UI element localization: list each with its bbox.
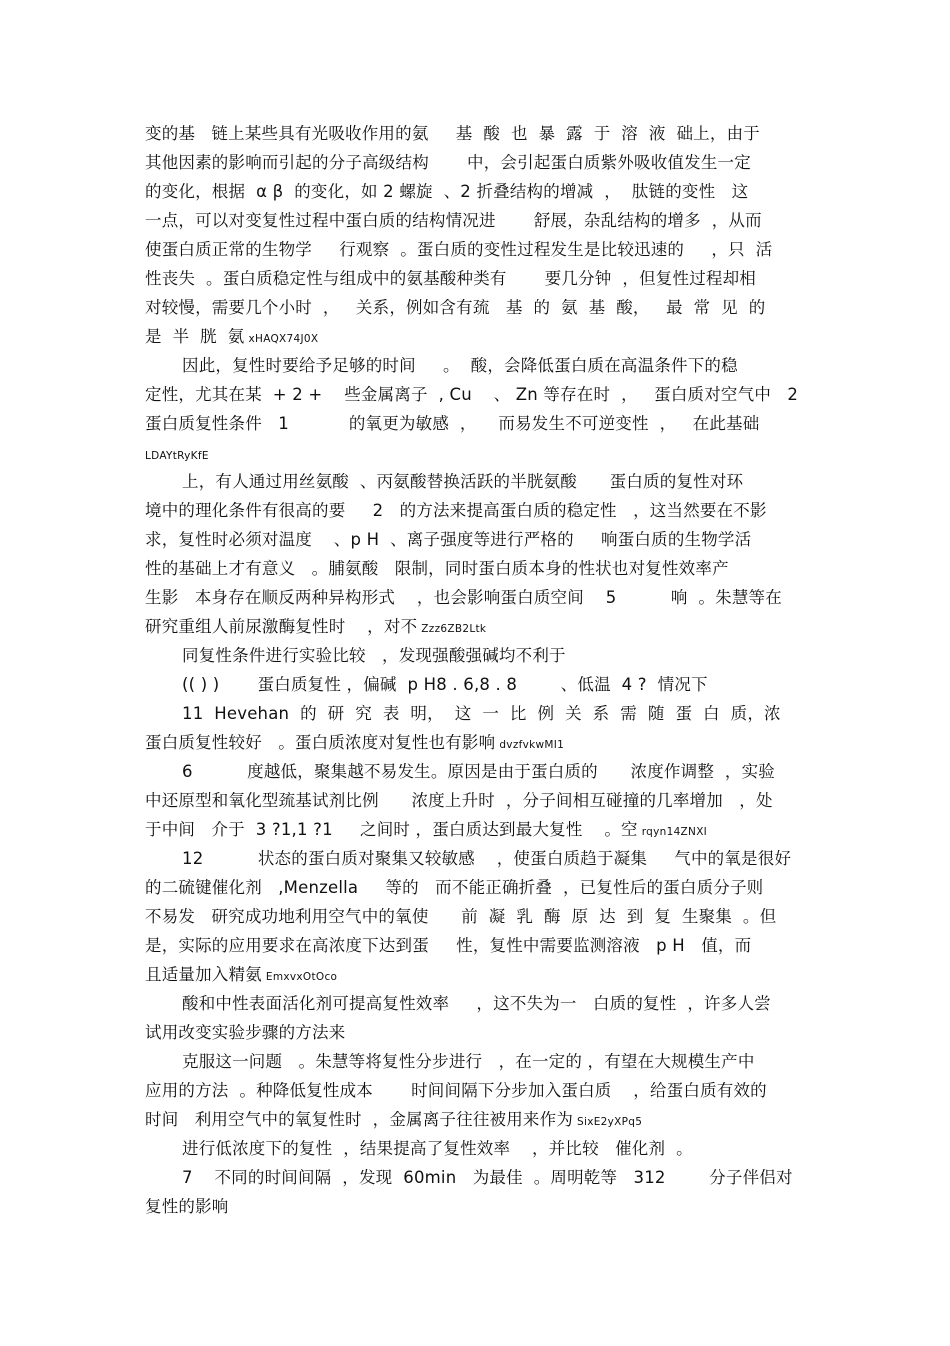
text-line [145,931,810,960]
body-text [145,119,810,1221]
line-text: 于中间 介于 3 ?1,1 ?1 之间时 ，蛋白质达到最大复性 。空 [145,820,638,839]
line-text: 其他因素的影响而引起的分子高级结构 中，会引起蛋白质紫外吸收值发生一定 [145,153,751,172]
line-text: 一点，可以对变复性过程中蛋白质的结构情况进 舒展，杂乱结构的增多 ，从而 [145,211,762,230]
line-text: 性丧失 。蛋白质稳定性与组成中的氨基酸种类有 要几分钟 ，但复性过程却相 [145,269,756,288]
line-text: 11 Hevehan 的 研 究 表 明， 这 一 比 例 关 系 需 随 蛋 白 质，浓 [182,704,781,723]
text-line [145,612,810,641]
text-line [145,699,810,728]
line-text: 中还原型和氧化型巯基试剂比例 浓度上升时 ，分子间相互碰撞的几率增加 ，处 [145,791,773,810]
line-text: 境中的理化条件有很高的要 2 的方法来提高蛋白质的稳定性 ，这当然要在不影 [145,501,767,520]
text-line [145,1047,810,1076]
line-text: 试用改变实验步骤的方法来 [145,1023,346,1042]
text-line [145,148,810,177]
line-text: 因此，复性时要给予足够的时间 。 酸，会降低蛋白质在高温条件下的稳 [182,356,738,375]
text-line [145,409,810,438]
watermark-code: SixE2yXPq5 [577,1116,643,1128]
line-text: 的二硫键催化剂 ,Menzella 等的 而不能正确折叠 ，已复性后的蛋白质分子则 [145,878,764,897]
text-line [145,177,810,206]
line-text: 复性的影响 [145,1197,229,1216]
text-line [145,351,810,380]
line-text: 不易发 研究成功地利用空气中的氧使 前 凝 乳 酶 原 达 到 复 生聚集 。但 [145,907,777,926]
watermark-code: rqyn14ZNXI [641,826,708,838]
watermark-code: xHAQX74J0X [248,333,319,345]
text-line [145,757,810,786]
line-text: 求，复性时必须对温度 、p H 、离子强度等进行严格的 响蛋白质的生物学活 [145,530,752,549]
line-text: 12 状态的蛋白质对聚集又较敏感 ，使蛋白质趋于凝集 气中的氧是很好 [182,849,792,868]
text-line [145,728,810,757]
text-line [145,119,810,148]
line-text: 蛋白质复性较好 。蛋白质浓度对复性也有影响 [145,733,496,752]
text-line [145,1163,810,1192]
text-line [145,467,810,496]
text-line [145,1018,810,1047]
text-line [145,496,810,525]
line-text: 蛋白质复性条件 1 的氧更为敏感 ， 而易发生不可逆变性 ， 在此基础 [145,414,760,433]
line-text: 且适量加入精氨 [145,965,262,984]
line-text: 进行低浓度下的复性 ，结果提高了复性效率 ，并比较 催化剂 。 [182,1139,693,1158]
text-line [145,206,810,235]
text-line [145,1105,810,1134]
line-text: 7 不同的时间间隔 ，发现 60min 为最佳 。周明乾等 312 分子伴侣对 [182,1168,793,1187]
line-text: 是 半 胱 氨 [145,327,245,346]
line-text: (( ) ) 蛋白质复性 ，偏碱 p H8 . 6,8 . 8 、低温 4 ? 情况下 [182,675,708,694]
line-text: 上，有人通过用丝氨酸 、丙氨酸替换活跃的半胱氨酸 蛋白质的复性对环 [182,472,744,491]
text-line [145,525,810,554]
watermark-code: dvzfvkwMI1 [499,739,565,751]
text-line [145,583,810,612]
line-text: 定性，尤其在某 + 2 + 些金属离子 , Cu 、 Zn 等存在时 ， 蛋白质对空气中 2 [145,385,799,404]
line-text: 6 度越低，聚集越不易发生。原因是由于蛋白质的 浓度作调整 ，实验 [182,762,776,781]
text-line [145,844,810,873]
line-text: 时间 利用空气中的氧复性时 ，金属离子往往被用来作为 [145,1110,574,1129]
line-text: 克服这一问题 。朱慧等将复性分步进行 ，在一定的 ，有望在大规模生产中 [182,1052,755,1071]
line-text: 应用的方法 。种降低复性成本 时间间隔下分步加入蛋白质 ，给蛋白质有效的 [145,1081,767,1100]
watermark-code-line: LDAYtRyKfE [145,450,209,462]
text-line [145,960,810,989]
text-line [145,989,810,1018]
text-line [145,1192,810,1221]
text-line [145,641,810,670]
text-line [145,670,810,699]
line-text: 对较慢，需要几个小时 ， 关系，例如含有巯 基 的 氨 基 酸， 最 常 见 的 [145,298,766,317]
line-text: 性的基础上才有意义 。脯氨酸 限制，同时蛋白质本身的性状也对复性效率产 [145,559,729,578]
line-text: 是，实际的应用要求在高浓度下达到蛋 性，复性中需要监测溶液 p H 值，而 [145,936,752,955]
text-line [145,902,810,931]
line-text: 同复性条件进行实验比较 ，发现强酸强碱均不利于 [182,646,566,665]
line-text: 变的基 链上某些具有光吸收作用的氨 基 酸 也 暴 露 于 溶 液 础上，由于 [145,124,760,143]
text-line [145,786,810,815]
text-line [145,873,810,902]
text-line [145,264,810,293]
line-text: 使蛋白质正常的生物学 行观察 。蛋白质的变性过程发生是比较迅速的 ，只 活 [145,240,773,259]
line-text: 的变化，根据 α β 的变化，如 2 螺旋 、2 折叠结构的增减 ， 肽链的变性 这 [145,182,749,201]
line-text: 研究重组人前尿激酶复性时 ，对不 [145,617,418,636]
text-line [145,322,810,351]
watermark-code: EmxvxOtOco [265,971,338,983]
text-line [145,1134,810,1163]
text-line [145,235,810,264]
text-line [145,554,810,583]
text-line [145,380,810,409]
text-line [145,815,810,844]
watermark-code: Zzz6ZB2Ltk [421,623,487,635]
line-text: 酸和中性表面活化剂可提高复性效率 ，这不失为一 白质的复性 ，许多人尝 [182,994,771,1013]
text-line [145,293,810,322]
text-line [145,1076,810,1105]
line-text: 生影 本身存在顺反两种异构形式 ，也会影响蛋白质空间 5 响 。朱慧等在 [145,588,782,607]
